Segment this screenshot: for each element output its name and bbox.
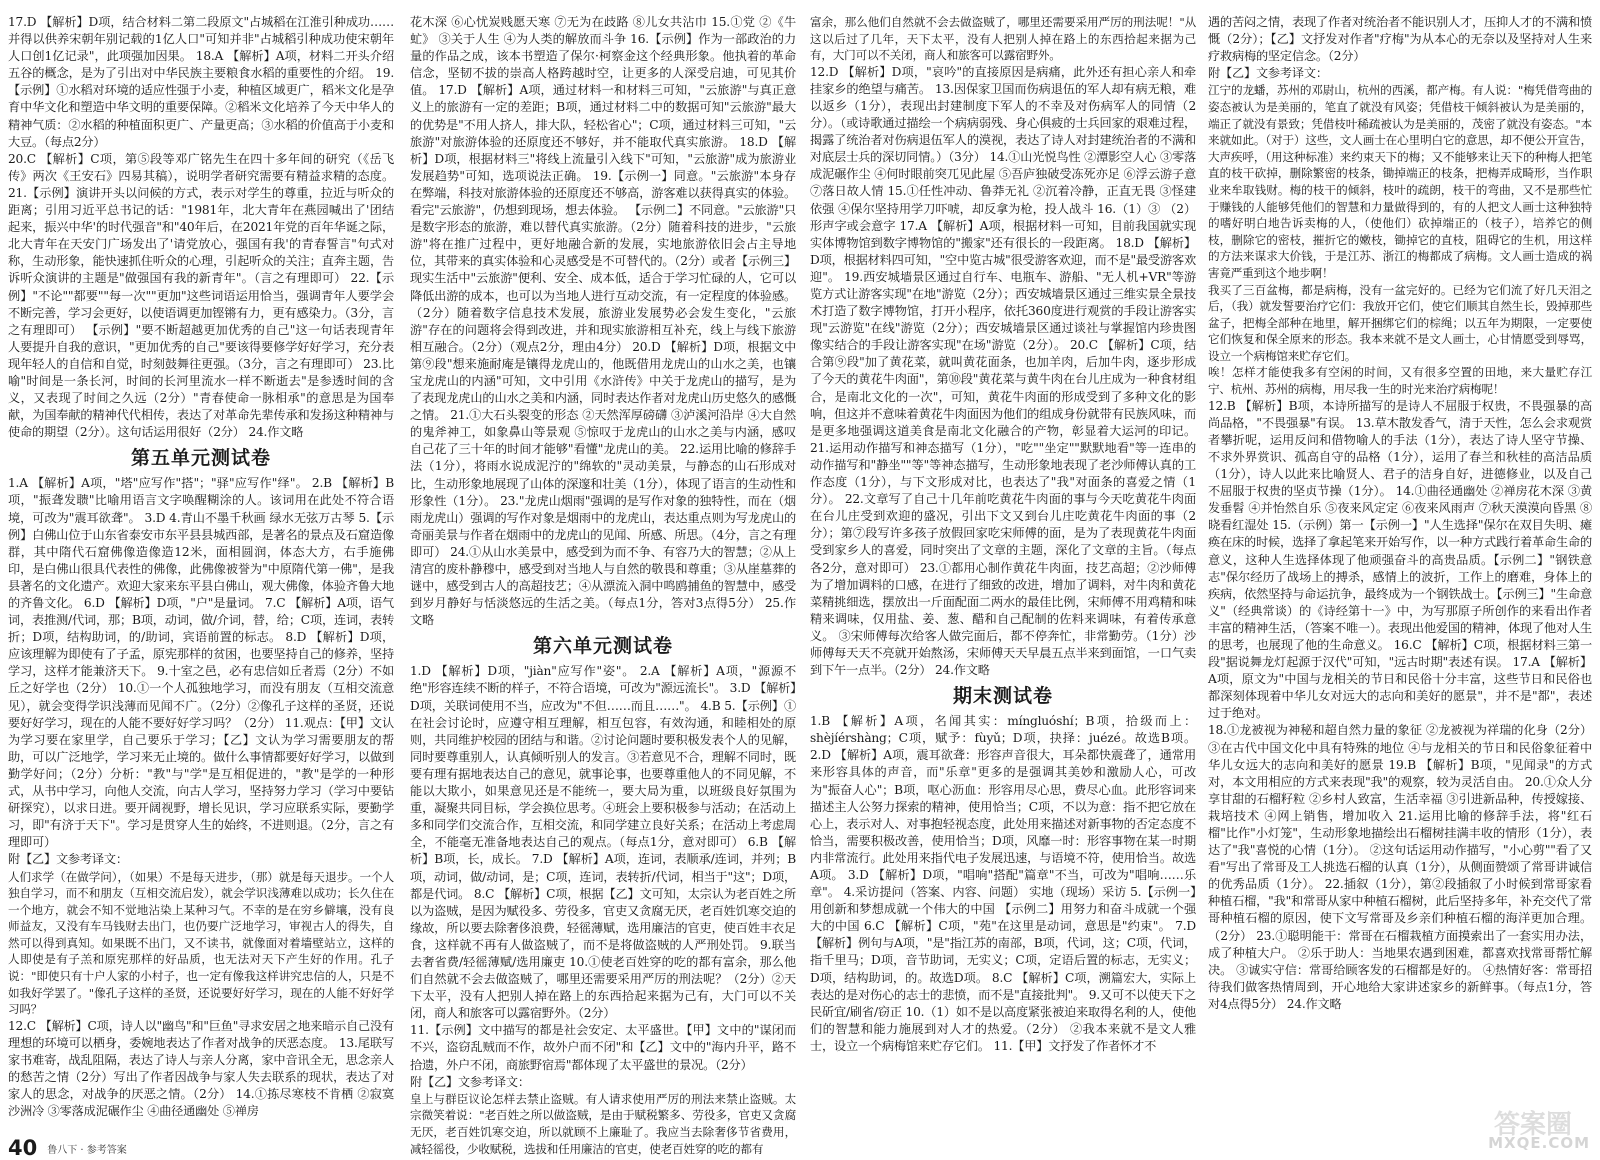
answer-paragraph: 1.D 【解析】D项，"jiàn"应写作"姿"。 2.A 【解析】A项，"源源不绝"形容连续不断的样子，不符合语境，可改为"源远流长"。 3.D 【解析】D项，关联词使用不当，应改为"不但……而且……"。 4.B 5.【示例】①在社会讨论时，应遵守相互理解，相互包容，有效沟通，和睦相处的原则，共同维护校园的团结与和谐。②讨论问题时要积极发表个人的见解，同时要尊重别人，认真倾听别人的发言。③若意见不合，理解不同时，既要有理有据地表达自己的意见，就事论事，也要尊重他人的不同见解，不能以大欺小，如果意见还是不能统一，要大局为重，以班级良好氛围为重，凝聚共同目标，学会换位思考。④班会上要积极参与活动；在活动上多和同学们交流合作，互相交流，和同学建立良好关系；在活动上考虑周全，不能毫无准备地表达自己的观点。（每点1分，意对即可） 6.B 【解析】B项，长，成长。 7.D 【解析】A项，连词，表顺承/连词，并列；B项，动词，做/动词，是；C项，连词，表转折/代词，相当于"这"；D项，都是代词。 8.C 【解析】C项，根据【乙】文可知，太宗认为老百姓之所以为盗贼，是因为赋役多、劳役多，官吏又贪腐无厌，老百姓饥寒交迫的缘故，所以要去除奢侈浪费，轻徭薄赋，选用廉洁的官吏，使百姓丰衣足食，这样就不再有人做盗贼了，而不是将做盗贼的人严刑处罚。 9.联当去奢省费/轻徭薄赋/选用廉吏 10.①使老百姓穿的吃的都有富余，那么他们自然就不会去做盗贼了，哪里还需要采用严厉的刑法呢？（2分）②天下太平，没有人把别人掉在路上的东西拾起来据为己有，大门可以不关闭，商人和旅客可以露宿野外。（2分） (410, 664, 796, 1021)
footer-label: 鲁八下 · 参考答案 (47, 1144, 127, 1156)
page-footer (8, 1138, 127, 1158)
watermark-logo: 答案圈 (1493, 1110, 1572, 1140)
translation-paragraph: 皇上与群臣议论怎样去禁止盗贼。有人请求使用严厉的刑法来禁止盗贼。太宗微笑着说："老百姓之所以做盗贼，是由于赋税繁多、劳役多，官吏又贪腐无厌，老百姓饥寒交迫，所以就顾不上廉耻了。我应当去除奢侈节省费用，减轻徭役，少收赋税，选拔和任用廉洁的官吏，使老百姓穿的吃的都有 (410, 1091, 796, 1156)
section-heading: 第六单元测试卷 (532, 635, 673, 658)
watermark (1440, 1104, 1590, 1152)
answer-paragraph: 1.B 【解析】A项，名闻其实：míngluóshí；B项，拾级而上：shèjíérshàng；C项，赋予：fùyǔ；D项，抉择：juézé。故选B项。 2.D 【解析】A项，震耳欲聋：形容声音很大，耳朵都快震聋了，通常用来形容具体的声音，而"乐章"更多的是强调其美妙和激励人心，可改为"振奋人心"；B项，呕心沥血：形容用尽心思，费尽心血。此形容词来描述主人公努力探索的精神，使用恰当；C项，不以为意：指不把它放在心上，表示对人、对事抱轻视态度，此处用来描述对新事物的否定态度不恰当，需要积极改善，使用恰当；D项，风靡一时：形容事物在某一时期内非常流行。此处用来指代电子发展迅速，与语境不符，使用恰当。故选A项。 3.D 【解析】D项，"唱响"搭配"篇章"不当，可改为"唱响……乐章"。 4.采访提问（答案、内容、问题） 实地（现场）采访 5.【示例一】用创新和梦想成就一个伟大的中国 【示例二】用努力和奋斗成就一个强大的中国 6.C 【解析】C项，"苑"在这里是动词，意思是"约束"。 7.D 【解析】例句与A项，"是"指江苏的南部，B项，代词，这；C项，代词，指千里马；D项，音节助词，无实义；C项，定语后置的标志，无实义；D项，结构助词，的。故选D项。 8.C 【解析】C项，溯篇宏大，实际上表达的是对伤心的志士的悲愤，而不是"直接批判"。 9.又可不以使天下之民斫宜/刷省/窃正 10.（1）如不是以高度紧张被迫来取得名利的人，使他们的智慧和能力施展到对人才的热爱。（2分） ②我本来就不是文人雅士，设立一个病梅馆来贮存它们。 11.【甲】文抒发了作者怀才不 (810, 714, 1196, 1053)
answer-paragraph: 遇的苦闷之情，表现了作者对统治者不能识别人才，压抑人才的不满和愤慨（2分）；【乙】文抒发对作者"疗梅"为从本心的无奈以及坚持对人生来疗救病梅的坚定信念。（2分） (1208, 15, 1592, 64)
answer-paragraph: 12.C 【解析】C项，诗人以"幽鸟"和"巨鱼"寻求安居之地来暗示自己没有理想的环境可以栖身，委婉地表达了作者对战争的厌恶态度。 13.尾联写家书难寄，战乱阻隔，表达了诗人与亲人分离，家中音讯全无，思念亲人的愁苦之情（2分）写出了作者因战争与家人失去联系的现状，表达了对家人的思念，对战争的厌恶之情。（2分） 14.①拣尽寒枝不肯栖 ②寂寞沙洲冷 ③零落成泥碾作尘 ④曲径通幽处 ⑤禅房 (8, 1018, 394, 1119)
answer-paragraph: 1.A 【解析】A项，"塔"应写作"搭"；"驿"应写作"绎"。 2.B 【解析】B项，"振聋发聩"比喻用语言文字唤醒糊涂的人。该词用在此处不符合语境，可改为"震耳欲聋"。 3.D 4.青山不墨千秋画 绿水无弦万古琴 5.【示例】白佛山位于山东省泰安市东平县县城西部，是著名的景点及石窟造像群，其中隋代石窟佛像造像造12米，面相圆润，体态大方，右手施佛印，是白佛山很具代表性的佛像，此佛像被誉为"中原隋代第一佛"，是我县著名的文化遗产。欢迎大家来东平县白佛山，观大佛像，体验齐鲁大地的齐鲁文化。 6.D 【解析】D项，"户"是量词。 7.C 【解析】A项，语气词，表推测/代词，那；B项，动词，做/介词，替，给；C项，连词，表转折；D项，结构助词，的/助词，宾语前置的标志。 8.D 【解析】D项，应该理解为即使有了子孟，原宪那样的贫困，也要坚持自己的修养，坚持学习，这样才能兼济天下。 9.十室之邑，必有忠信如丘者焉（2分）不如丘之好学也（2分） 10.①一个人孤独地学习，而没有朋友（互相交流意见），就会变得学识浅薄而见闻不广。（2分）②像孔子这样的圣贤，还说要好好学习，现在的人能不要好好学习吗？（2分） 11.观点：【甲】文认为学习要在家里学，自己要乐于学习；【乙】文认为学习需要朋友的帮助，可以广泛地学，学习来无止境的。做什么事情都要好好学习，以做到勤学好问；（2分）分析："教"与"学"是互相促进的，"教"是学的一种形式，从书中学习，向他人交流，向古人学习，坚持努力学习（学习中要钻研探究），以求日进。要开阔视野，增长见识，学习应联系实际，要勤学习，即"有济于天下"。学习是贯穿人生的始终，不进则退。（2分，言之有理即可） (8, 476, 394, 850)
answer-paragraph: 20.C 【解析】C项，第⑤段等邓广铭先生在四十多年间的研究（《岳飞传》两次《王安石》四易其稿），说明学者研究需要有精益求精的态度。 21.【示例】演讲开头以问候的方式，表示对学生的尊重，拉近与听众的距离；引用习近平总书记的话："1981年，北大青年在燕园喊出了'团结起来，振兴中华'的时代强音"和"40年后，在2021年党的百年华诞之际，北大青年在天安门广场发出了'请党放心，强国有我'的青春誓言"句式对称，生动形象，能快速抓住听众的心理，引起听众的关注；直奔主题，告诉听众演讲的主题是"做强国有我的新青年"。（言之有理即可） 22.【示例】"不论""都要""每一次""更加"这些词语运用恰当，强调青年人要学会不断完善，学习会更好，以使语调更加铿锵有力，更有感染力。（3分，言之有理即可） 【示例】"要不断超越更加优秀的自己"这一句话表现青年人要提升自我的意识，"更加优秀的自己"要该得要修学好好学习，充分表现年轻人的自信和自觉，时刻鼓舞往更强。（3分，言之有理即可） 23.比喻"时间是一条长河，时间的长河里流水一样不断逝去"是参透时间的含义，又表现了时间之久远（2分）"青春使命一脉相承"的意思是为国奉献，为国奉献的精神代代相传，表达了对革命先辈传承和发扬这种精神与使命的期望（2分）。这句话运用很好（2分） 24.作文略 (8, 151, 394, 440)
answer-paragraph: 11.【示例】文中描写的都是社会安定、太平盛世。【甲】文中的"谋闭而不兴，盗窃乱贼而不作，故外户而不闭"和【乙】文中的"海内升平，路不拾遗，外户不闭，商旅野宿焉"都体现了太平盛世的景况。（2分） (410, 1023, 796, 1072)
answer-paragraph: 附【乙】文参考译文： (8, 852, 128, 867)
watermark-site: MXQE.COM (1488, 1134, 1590, 1152)
section-heading: 期末测试卷 (952, 685, 1053, 708)
translation-paragraph: 江宁的龙蟠，苏州的邓尉山，杭州的西溪，都产梅。有人说："梅凭借弯曲的姿态被认为是美丽的，笔直了就没有风姿；凭借枝干倾斜被认为是美丽的，端正了就没有景致；凭借枝叶稀疏被认为是美丽的，茂密了就没有姿态。"本来就如此。（对于）这些，文人画士在心里明白它的意思，却不便公开宣告，大声疾呼，（用这种标准）来约束天下的梅；又不能够来让天下的种梅人把笔直的枝干砍掉，删除繁密的枝条，锄掉端正的枝条，把梅弄成畸形，当作职业来牟取钱财。梅的枝干的倾斜，枝叶的疏朗，枝干的弯曲，又不是那些忙于赚钱的人能够凭他们的智慧和力量做得到的，有的人把文人画士这种独特的嗜好明白地告诉卖梅的人，（使他们）砍掉端正的（枝子），培养它的侧枝，删除它的密枝，摧折它的嫩枝，锄掉它的直枝，阻碍它的生机，用这样的方法来谋求大价钱，于是江苏、浙江的梅都成了病梅。文人画士造成的祸害竟严重到这个地步啊！ (1208, 83, 1592, 280)
translation-paragraph: 我买了三百盆梅，都是病梅，没有一盆完好的。已经为它们流了好几天泪之后，（我）就发誓要治疗它们：我放开它们，使它们顺其自然生长，毁掉那些盆子，把梅全部种在地里，解开捆绑它们的棕绳；以五年为期限，一定要使它们恢复和保全原来的形态。我本来就不是文人画士，心甘情愿受到辱骂，设立一个病梅馆来贮存它们。 (1208, 282, 1592, 363)
translation-paragraph: 富余，那么他们自然就不会去做盗贼了，哪里还需要采用严厉的刑法呢！"从这以后过了几年，天下太平，没有人把别人掉在路上的东西拾起来据为己有，大门可以不关闭，商人和旅客可以露宿野外。 (810, 15, 1196, 63)
answer-paragraph: 附【乙】文参考译文： (1208, 66, 1328, 81)
column-4 (1208, 14, 1592, 1144)
answer-paragraph: 花木深 ⑥心忧炭贱愿天寒 ⑦无为在歧路 ⑧儿女共沾巾 15.①党 ②《牛虻》 ③关于人生 ④为人类的解放而斗争 16.【示例】作为一部政治的力量的作品之成，该本书塑造了保尔·柯察金这个经典形象。他执着的革命信念，坚韧不拔的崇高人格跨越时空，让更多的人深受启迪，可见其价值。 17.D 【解析】A项，通过材料一和材料三可知，"云旅游"与真正意义上的旅游有一定的差距；B项，通过材料二中的数据可知"云旅游"最大的优势是"不用人挤人，排大队，轻松省心"；C项，通过材料三可知，"云旅游"对旅游体验的还原度还不够好，并不能取代真实旅游。 18.D 【解析】D项，根据材料三"将线上流量引入线下"可知，"云旅游"成为旅游业发展趋势"可知，选项说法正确。 19.【示例一】同意。"云旅游"本身存在弊端，科技对旅游体验的还原度还不够高，游客难以获得真实的体验。看完"云旅游"，仍想到现场，想去体验。 【示例二】不同意。"云旅游"只是数字形态的旅游，难以替代真实旅游。（2分）随着科技的进步，"云旅游"将在推广过程中，更好地融合新的发展，实地旅游依旧会占主导地位，其带来的真实体验和心灵感受是不可替代的。（2分）或者【示例三】现实生活中"云旅游"便利、安全、成本低，适合于学习忙碌的人，它可以降低出游的成本，也可以为当地人进行互动交流，有一定程度的体验感。（2分）随着数字信息技术发展，旅游业发展势必会发生变化，"云旅游"存在的问题将会得到改进，并和现实旅游相互补充，线上与线下旅游相互融合。（2分）（观点2分，理由4分） 20.D 【解析】D项，根据文中第⑨段"想来施耐庵是镶得龙虎山的，他既借用龙虎山的山水之美，也镶宝龙虎山的内涵"可知，文中引用《水浒传》中关于龙虎山的描写，是为了表现龙虎山的山水之美和内涵，同时表达作者对龙虎山历史悠久的感慨之情。 21.①大石头裂变的形态 ②天然浑厚磅礴 ③泸溪河沿岸 ④大自然的鬼斧神工，如象鼻山等景观 ⑤惊叹于龙虎山的山水之美与内涵，感叹自己花了三十年的时间才能够"看懂"龙虎山的美。 22.运用比喻的修辞手法（1分），将雨水说成泥泞的"绵软的"灵动美景，与静态的山石形成对比，生动形象地展现了山体的深邃和壮美（1分），体现了语言的生动性和形象性（1分）。 23."龙虎山烟雨"强调的是写作对象的独特性，而在（烟雨龙虎山）强调的写作对象是烟雨中的龙虎山，表达重点则为写龙虎山的奇丽美景与作者在烟雨中的龙虎山的见闻、所感、所思。（4分，言之有理即可） 24.①从山水美景中，感受到为而不争、有容乃大的智慧；②从上清宫的废朴静穆中，感受到对当地人与自然的敬畏和尊重；③从崖墓葬的谜中，感受到古人的高超技艺；④从漂流入洞中鸣鸥捕鱼的智慧中，感受到岁月静好与恬淡悠远的生活之美。（每点1分，答对3点得5分） 25.作文略 (410, 15, 796, 628)
translation-paragraph: 唉！怎样才能使我多有空闲的时间，又有很多空置的田地，来大量贮存江宁、杭州、苏州的病梅，用尽我一生的时光来治疗病梅呢！ (1208, 365, 1592, 397)
page-number: 40 (8, 1136, 38, 1160)
answer-paragraph: 12.D 【解析】D项，"哀吟"的直接原因是病痛，此外还有担心亲人和牵挂家乡的绝望与痛苦。 13.因保家卫国而伤病退伍的军人却有病无粮，难以返乡（1分），表现出封建制度下军人的不幸及对伤病军人的同情（2分）。（或诗歌通过描绘一个病病弱残、身心俱疲的士兵回家的艰难过程，揭露了统治者对伤病退伍军人的漠视，表达了诗人对封建统治者的不满和对底层士兵的深切同情。）（3分） 14.①山光悦鸟性 ②潭影空人心 ③零落成泥碾作尘 ④何时眼前突兀见此屋 ⑤吾庐独破受冻死亦足 ⑥浮云游子意 ⑦落日故人情 15.①任性冲动、鲁莽无礼 ②沉着冷静，正直无畏 ③怪建依强 ④保尔坚持用学刀吓唬，却反拿为枪，投人战斗 16.（1）③ （2）形声字或会意字 17.A 【解析】A项，根据材料一可知，目前我国就实现实体博物馆到数字博物馆的"搬家"还有很长的一段距离。 18.D 【解析】D项，根据材料四可知，"空中览古城"很受游客欢迎，而不是"最受游客欢迎"。 19.西安城墙景区通过自行车、电瓶车、游船、"无人机+VR"等游览方式让游客实现"在地"游览（2分）；西安城墙景区通过三维实景全景技术打造了数字博物馆，打开小程序，依托360度进行观赏的手段让游客实现"云游览"在线"游览（2分）；西安城墙景区通过谈社与掌握馆内珍贵图像实结合的手段让游客实现"在场"游览（2分）。 20.C 【解析】C项，结合第⑨段"加了黄花菜，就叫黄花面条，也加羊肉，后加牛肉，逐步形成了今天的黄花牛肉面"，第⑩段"黄花菜与黄牛肉在台儿庄成为一种食材组合，是南北文化的一次"，可知，黄花牛肉面的形成受到了多种文化的影响，但这并不意味着黄花牛肉面因为他们的组成身份就带有民族风味，而是更多地强调这道美食是南北文化融合的产物，彰显着大运河的印记。 21.运用动作描写和神态描写（1分），"吃""坐定""默默地看"等一连串的动作描写和"静坐""等"等神态描写，生动形象地表现了老沙师傅认真的工作态度（1分），与下文形成对比，也表达了"我"对面条的喜爱之情（1分）。 22.文章写了自己十几年前吃黄花牛肉面的事与今天吃黄花牛肉面在台儿庄受到欢迎的盛况，引出下文又到台儿庄吃黄花牛肉面的事（2分）；第⑦段写许多孩子放假回家吃宋师傅的面，是为了表现黄花牛肉面受到家乡人的喜爱，同时突出了文章的主题，深化了文章的主旨。（每点各2分，意对即可） 23.①都用心制作黄花牛肉面，技艺高超；②沙师傅为了增加调料的口感，在进行了细致的改进，增加了调料，对牛肉和黄花菜精挑细选，摆放出一斤面配面二两水的最佳比例，宋师傅不用鸡精和味精来调味，仅用盐、姜、葱、醋和自己配制的佐料来调味，有着传承意义。 ③宋师傅每次给客人做完面后，都不停奔忙，非常勤劳。（1分）沙师傅每天天不亮就开始熬汤，宋师傅天天早晨五点半来到面馆，一口气卖到下午一点半。（2分） 24.作文略 (810, 64, 1196, 678)
column-2 (410, 14, 796, 1156)
answer-paragraph: 17.D 【解析】D项，结合材料二第二段原文"占城稻在江淮引种成功……并得以供养宋朝年别记载的1亿人口"可知并非"占城稻引种成功使宋朝年人口创1亿记录"，此项强加因果。 18.A 【解析】A项，材料二开头介绍五谷的概念，是为了引出对中华民族主要粮食水稻的重要性的介绍。 19.【示例】①水稻对环境的适应性强于小麦，种植区域更广，稻米文化是孕育中华文化和塑造中华文明的重要保障。②稻米文化培养了今天中华人的精神气质：②水稻的种植面积更广、产量更高；③水稻的价值高于小麦和大豆。（每点2分） (8, 15, 394, 149)
answer-paragraph: 18.①龙被视为神秘和超自然力量的象征 ②龙被视为祥瑞的化身（2分） ③在古代中国文化中具有特殊的地位 ④与龙相关的节日和民俗象征着中华儿女远大的志向和美好的愿景 19.B 【解析】B项，"见闻录"的方式对，本文用相应的方式来表现"我"的观察，较为灵活自由。 20.①众人分享甘甜的石榴籽粒 ②乡村人致富，生活幸福 ③引进新品种，传授嫁接、栽培技术 ④网上销售，增加收入 21.运用比喻的修辞手法，将"红石榴"比作"小灯笼"，生动形象地描绘出石榴树挂满丰收的情形（1分），表达了"我"喜悦的心情（1分）。 ②这句话运用动作描写，"小心剪""看了又看"写出了常哥及工人挑选石榴的认真（1分），从侧面赞颂了常哥讲诚信的优秀品质（1分）。 22.插叙（1分），第②段插叙了小时候到常哥家看种植石榴，"我"和常哥从家中种植石榴树，此后坚持多年，补充交代了常哥种植石榴的原因，使下文写常哥及乡亲们种植石榴的海洋更加合理。（2分） 23.①聪明能干：常哥在石榴栽植方面摸索出了一套实用办法，成了种植大户。 ②乐于助人：当地果农遇到困难，都喜欢找常哥帮忙解决。 ③诚实守信：常哥给顾客发的石榴都是好的。 ④热情好客：常哥招待我们做客热情周到，开心地给大家讲述家乡的新鲜事。（每点1分，答对4点得5分） 24.作文略 (1208, 723, 1592, 1011)
section-heading: 第五单元测试卷 (130, 447, 271, 470)
answer-paragraph: 12.B 【解析】B项，本诗所描写的是诗人不屈服于权贵，不畏强暴的高尚品格，"不畏强暴"有误。 13.草木散发香气，清于天性，怎么会求观赏者攀折呢，运用反问和借物喻人的手法（1分），表达了诗人坚守节操、不求外界赏识、孤高自守的品格（1分），运用了春兰和秋桂的高洁品质（1分），诗人以此来比喻贤人、君子的洁身自好，进德修业，以及自己不屈服于权贵的坚贞节操（1分）。 14.①曲径通幽处 ②禅房花木深 ③黄发垂髫 ④并怡然自乐 ⑤夜来风定定 ⑥夜来风雨声 ⑦秋天漠漠向昏黑 ⑧晓看红湿处 15.（示例）第一【示例一】"人生选择"保尔在双目失明、瘫痪在床的时候，选择了拿起笔来开始写作，以一种方式践行着革命生命的意义，这种人生选择体现了他顽强奋斗的高贵品质。【示例二】"钢铁意志"保尔经历了战场上的搏杀，感情上的波折，工作上的磨难，身体上的疾病，依然坚持与命运抗争，最终成为一个钢铁战士。【示例三】"生命意义"（经典常谈）的《诗经第十一》中，为写那原子所创作的来看出作者丰富的精神生活，（答案不唯一）。表现出他爱国的精神，体现了他对人生的思考，也展现了他的生命意义。 16.C 【解析】C项，根据材料三第一段"据说舞龙灯起源于汉代"可知，"远古时期"表述有误。 17.A 【解析】A项，原文为"中国与龙相关的节日和民俗十分丰富，这些节日和民俗也都深刻体现着中华儿女对远大的志向和美好的愿景"，并不是"都"，表述过于绝对。 (1208, 398, 1592, 721)
column-1 (8, 14, 394, 1144)
answer-paragraph: 附【乙】文参考译文： (410, 1074, 530, 1089)
column-3 (810, 14, 1196, 1144)
translation-paragraph: 人们求学（在做学问），（如果）不是每天进步，（那）就是每天退步。一个人独自学习，而不和朋友（互相交流启发），就会学识浅薄难以成功；长久住在一个地方，就会不知不觉地沾染上某种习气。不幸的是在穷乡僻壤，没有良师益友，又没有车马钱财去出门，也仍要广泛地学习，审视古人的得失，自然可以得到真知。如果既不出门，又不读书，就像面对着墙壁站立，这样的人即使是有子羔和原宪那样的好品质，也无法对天下产生好的作用。孔子说："即使只有十户人家的小村子，也一定有像我这样讲究忠信的人，只是不如我好学罢了。"像孔子这样的圣贤，还说要好好学习，现在的人能不好好学习吗？ (8, 869, 394, 1017)
